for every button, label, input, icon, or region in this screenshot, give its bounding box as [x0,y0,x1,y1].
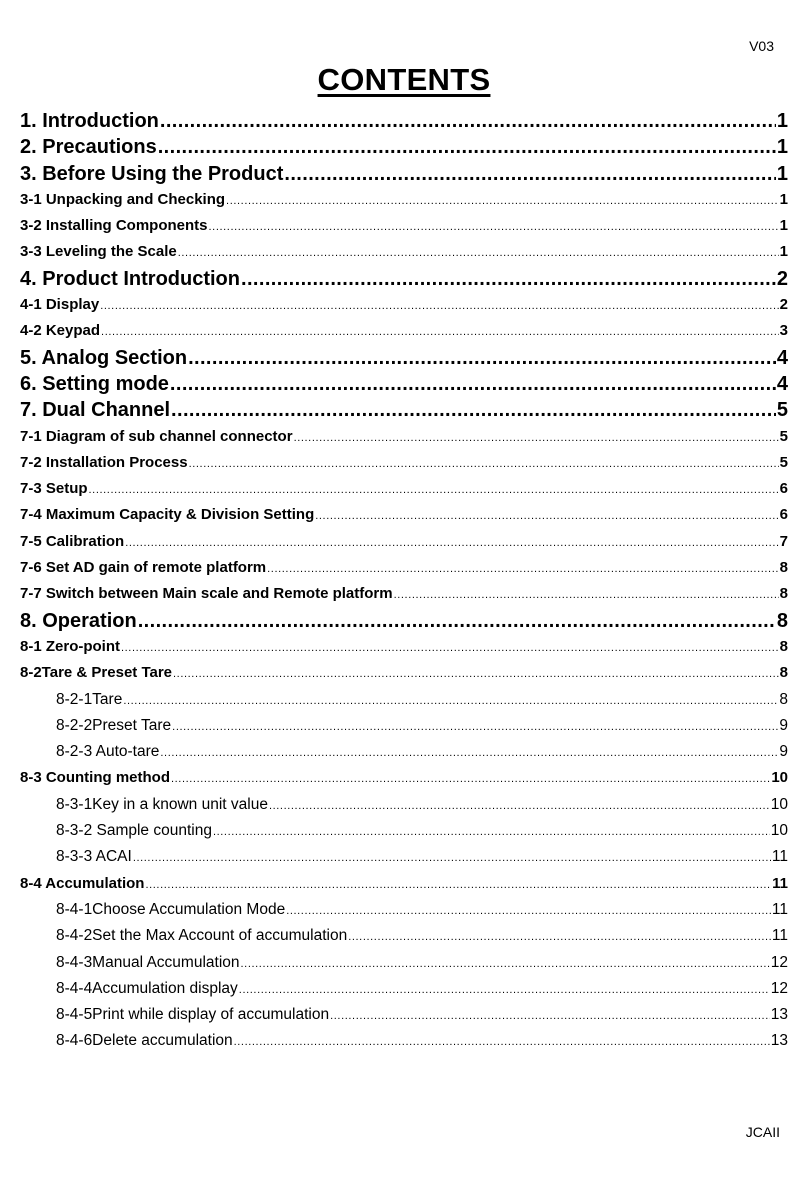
toc-entry-title: 6. Setting mode [20,372,169,395]
toc-entry[interactable] [20,869,788,895]
toc-entry-title: 7-3 Setup [20,480,88,498]
toc-entry-title: 8-4 Accumulation [20,874,145,892]
toc-entry[interactable] [20,106,788,132]
toc-entry[interactable] [20,658,788,684]
toc-leader-dots [172,712,778,737]
toc-entry-page: 1 [776,162,788,185]
toc-leader-dots [89,475,779,500]
toc-leader-dots [123,686,778,711]
toc-entry-page: 5 [779,453,788,471]
toc-leader-dots [173,659,779,684]
toc-entry-page: 8 [779,637,788,655]
toc-entry[interactable] [20,685,788,711]
version-label: V03 [749,38,774,54]
toc-entry[interactable] [20,553,788,579]
toc-entry-page: 8 [776,609,788,632]
toc-entry-page: 4 [776,346,788,369]
footer-model: JCAII [745,1124,780,1140]
toc-entry[interactable] [20,974,788,1000]
toc-leader-dots [234,1027,770,1052]
toc-entry-title: 5. Analog Section [20,346,188,369]
toc-entry-title: 7-7 Switch between Main scale and Remote platform [20,585,393,603]
toc-entry-title: 8-4-6Delete accumulation [56,1032,233,1050]
toc-entry-title: 7-5 Calibration [20,532,125,550]
toc-leader-dots [209,212,779,237]
toc-entry-page: 1 [779,243,788,261]
toc-entry-page: 11 [772,874,788,892]
toc-leader-dots [171,764,770,789]
toc-entry[interactable] [20,474,788,500]
toc-entry-title: 8-1 Zero-point [20,637,120,655]
toc-entry-title: 7-2 Installation Process [20,453,188,471]
toc-entry[interactable] [20,395,788,421]
toc-leader-dots [330,1001,770,1026]
toc-entry[interactable] [20,290,788,316]
toc-entry[interactable] [20,369,788,395]
toc-entry-page: 2 [779,296,788,314]
toc-entry[interactable] [20,790,788,816]
toc-leader-dots [133,843,771,868]
toc-entry[interactable] [20,737,788,763]
toc-entry-title: 8-2-2Preset Tare [56,716,172,734]
toc-entry-title: 1. Introduction [20,110,159,132]
toc-entry-title: 8-4-5Print while display of accumulation [56,1006,330,1024]
toc-leader-dots [170,369,776,395]
table-of-contents [20,106,788,1053]
toc-entry-page: 13 [770,1032,788,1050]
toc-entry-title: 8-4-3Manual Accumulation [56,953,240,971]
toc-entry-page: 13 [770,1006,788,1024]
toc-entry-page: 8 [779,690,788,708]
toc-entry-title: 8-4-4Accumulation display [56,979,238,997]
toc-entry-page: 11 [771,848,788,866]
toc-entry-title: 3-1 Unpacking and Checking [20,190,226,208]
page-title: CONTENTS [317,62,491,97]
toc-leader-dots [348,922,771,947]
toc-leader-dots [189,449,779,474]
toc-entry[interactable] [20,448,788,474]
toc-leader-dots [100,291,778,316]
toc-entry-page: 3 [779,322,788,340]
toc-entry-page: 1 [779,217,788,235]
toc-leader-dots [213,817,770,842]
toc-entry-title: 7-4 Maximum Capacity & Division Setting [20,506,315,524]
toc-entry[interactable] [20,763,788,789]
toc-entry-title: 4-2 Keypad [20,322,101,340]
toc-entry[interactable] [20,343,788,369]
toc-entry-title: 7. Dual Channel [20,399,171,422]
toc-leader-dots [394,580,779,605]
toc-entry[interactable] [20,500,788,526]
toc-entry-page: 12 [770,979,788,997]
toc-leader-dots [239,975,770,1000]
toc-leader-dots [241,264,776,290]
toc-entry-page: 1 [776,110,788,132]
toc-entry-page: 1 [779,190,788,208]
toc-entry-page: 12 [770,953,788,971]
toc-leader-dots [138,606,776,632]
toc-entry[interactable] [20,948,788,974]
toc-entry-title: 3-3 Leveling the Scale [20,243,177,261]
toc-entry-title: 3-2 Installing Components [20,217,208,235]
toc-entry-page: 8 [779,585,788,603]
toc-leader-dots [121,633,779,658]
toc-entry-page: 1 [776,136,788,159]
toc-leader-dots [178,238,779,263]
toc-leader-dots [269,791,770,816]
toc-entry-page: 9 [779,716,788,734]
toc-entry[interactable] [20,842,788,868]
toc-entry-page: 10 [770,795,788,813]
toc-entry[interactable] [20,632,788,658]
toc-leader-dots [188,343,776,369]
toc-leader-dots [125,528,778,553]
toc-entry-title: 3. Before Using the Product [20,162,284,185]
toc-entry-page: 7 [779,532,788,550]
toc-entry[interactable] [20,316,788,342]
toc-entry[interactable] [20,711,788,737]
toc-entry-page: 11 [771,900,788,918]
toc-leader-dots [158,132,776,158]
toc-entry[interactable] [20,921,788,947]
toc-entry-title: 4. Product Introduction [20,267,240,290]
toc-entry-page: 6 [779,506,788,524]
toc-entry[interactable] [20,264,788,290]
toc-leader-dots [101,317,779,342]
toc-entry-page: 5 [776,399,788,422]
toc-entry[interactable] [20,422,788,448]
toc-entry[interactable] [20,159,788,185]
toc-leader-dots [226,186,779,211]
toc-entry[interactable] [20,527,788,553]
toc-entry-title: 8-2-1Tare [56,690,123,708]
toc-entry-page: 8 [779,559,788,577]
toc-entry-title: 8-3 Counting method [20,769,170,787]
toc-entry-page: 10 [771,769,788,787]
toc-entry-title: 7-1 Diagram of sub channel connector [20,427,293,445]
toc-entry-page: 5 [779,427,788,445]
toc-entry-page: 8 [779,664,788,682]
toc-entry-page: 10 [770,822,788,840]
toc-leader-dots [160,738,778,763]
toc-entry-title: 8-4-1Choose Accumulation Mode [56,900,286,918]
toc-leader-dots [145,870,771,895]
toc-entry-page: 6 [779,480,788,498]
toc-leader-dots [315,501,778,526]
toc-entry[interactable] [20,1000,788,1026]
toc-entry-title: 8-3-2 Sample counting [56,822,212,840]
toc-entry-title: 8-4-2Set the Max Account of accumulation [56,927,348,945]
toc-entry-title: 8-3-3 ACAI [56,848,132,866]
toc-leader-dots [286,896,771,921]
toc-leader-dots [241,949,770,974]
toc-entry[interactable] [20,185,788,211]
toc-entry[interactable] [20,211,788,237]
toc-entry-title: 8. Operation [20,609,137,632]
toc-leader-dots [160,106,776,132]
toc-entry-title: 2. Precautions [20,136,157,159]
toc-entry-page: 11 [771,927,788,945]
toc-entry[interactable] [20,132,788,158]
toc-leader-dots [267,554,779,579]
toc-entry[interactable] [20,816,788,842]
toc-leader-dots [284,159,776,185]
toc-entry-title: 4-1 Display [20,296,100,314]
toc-entry-page: 9 [779,743,788,761]
toc-entry-title: 8-2Tare & Preset Tare [20,664,173,682]
toc-entry[interactable] [20,606,788,632]
toc-leader-dots [294,423,779,448]
toc-entry-title: 7-6 Set AD gain of remote platform [20,559,267,577]
toc-entry[interactable] [20,579,788,605]
toc-entry-page: 4 [776,372,788,395]
toc-entry-title: 8-3-1Key in a known unit value [56,795,268,813]
toc-entry-page: 2 [776,267,788,290]
toc-leader-dots [171,395,776,421]
toc-entry[interactable] [20,237,788,263]
toc-entry[interactable] [20,895,788,921]
toc-entry[interactable] [20,1026,788,1052]
toc-entry-title: 8-2-3 Auto-tare [56,743,160,761]
